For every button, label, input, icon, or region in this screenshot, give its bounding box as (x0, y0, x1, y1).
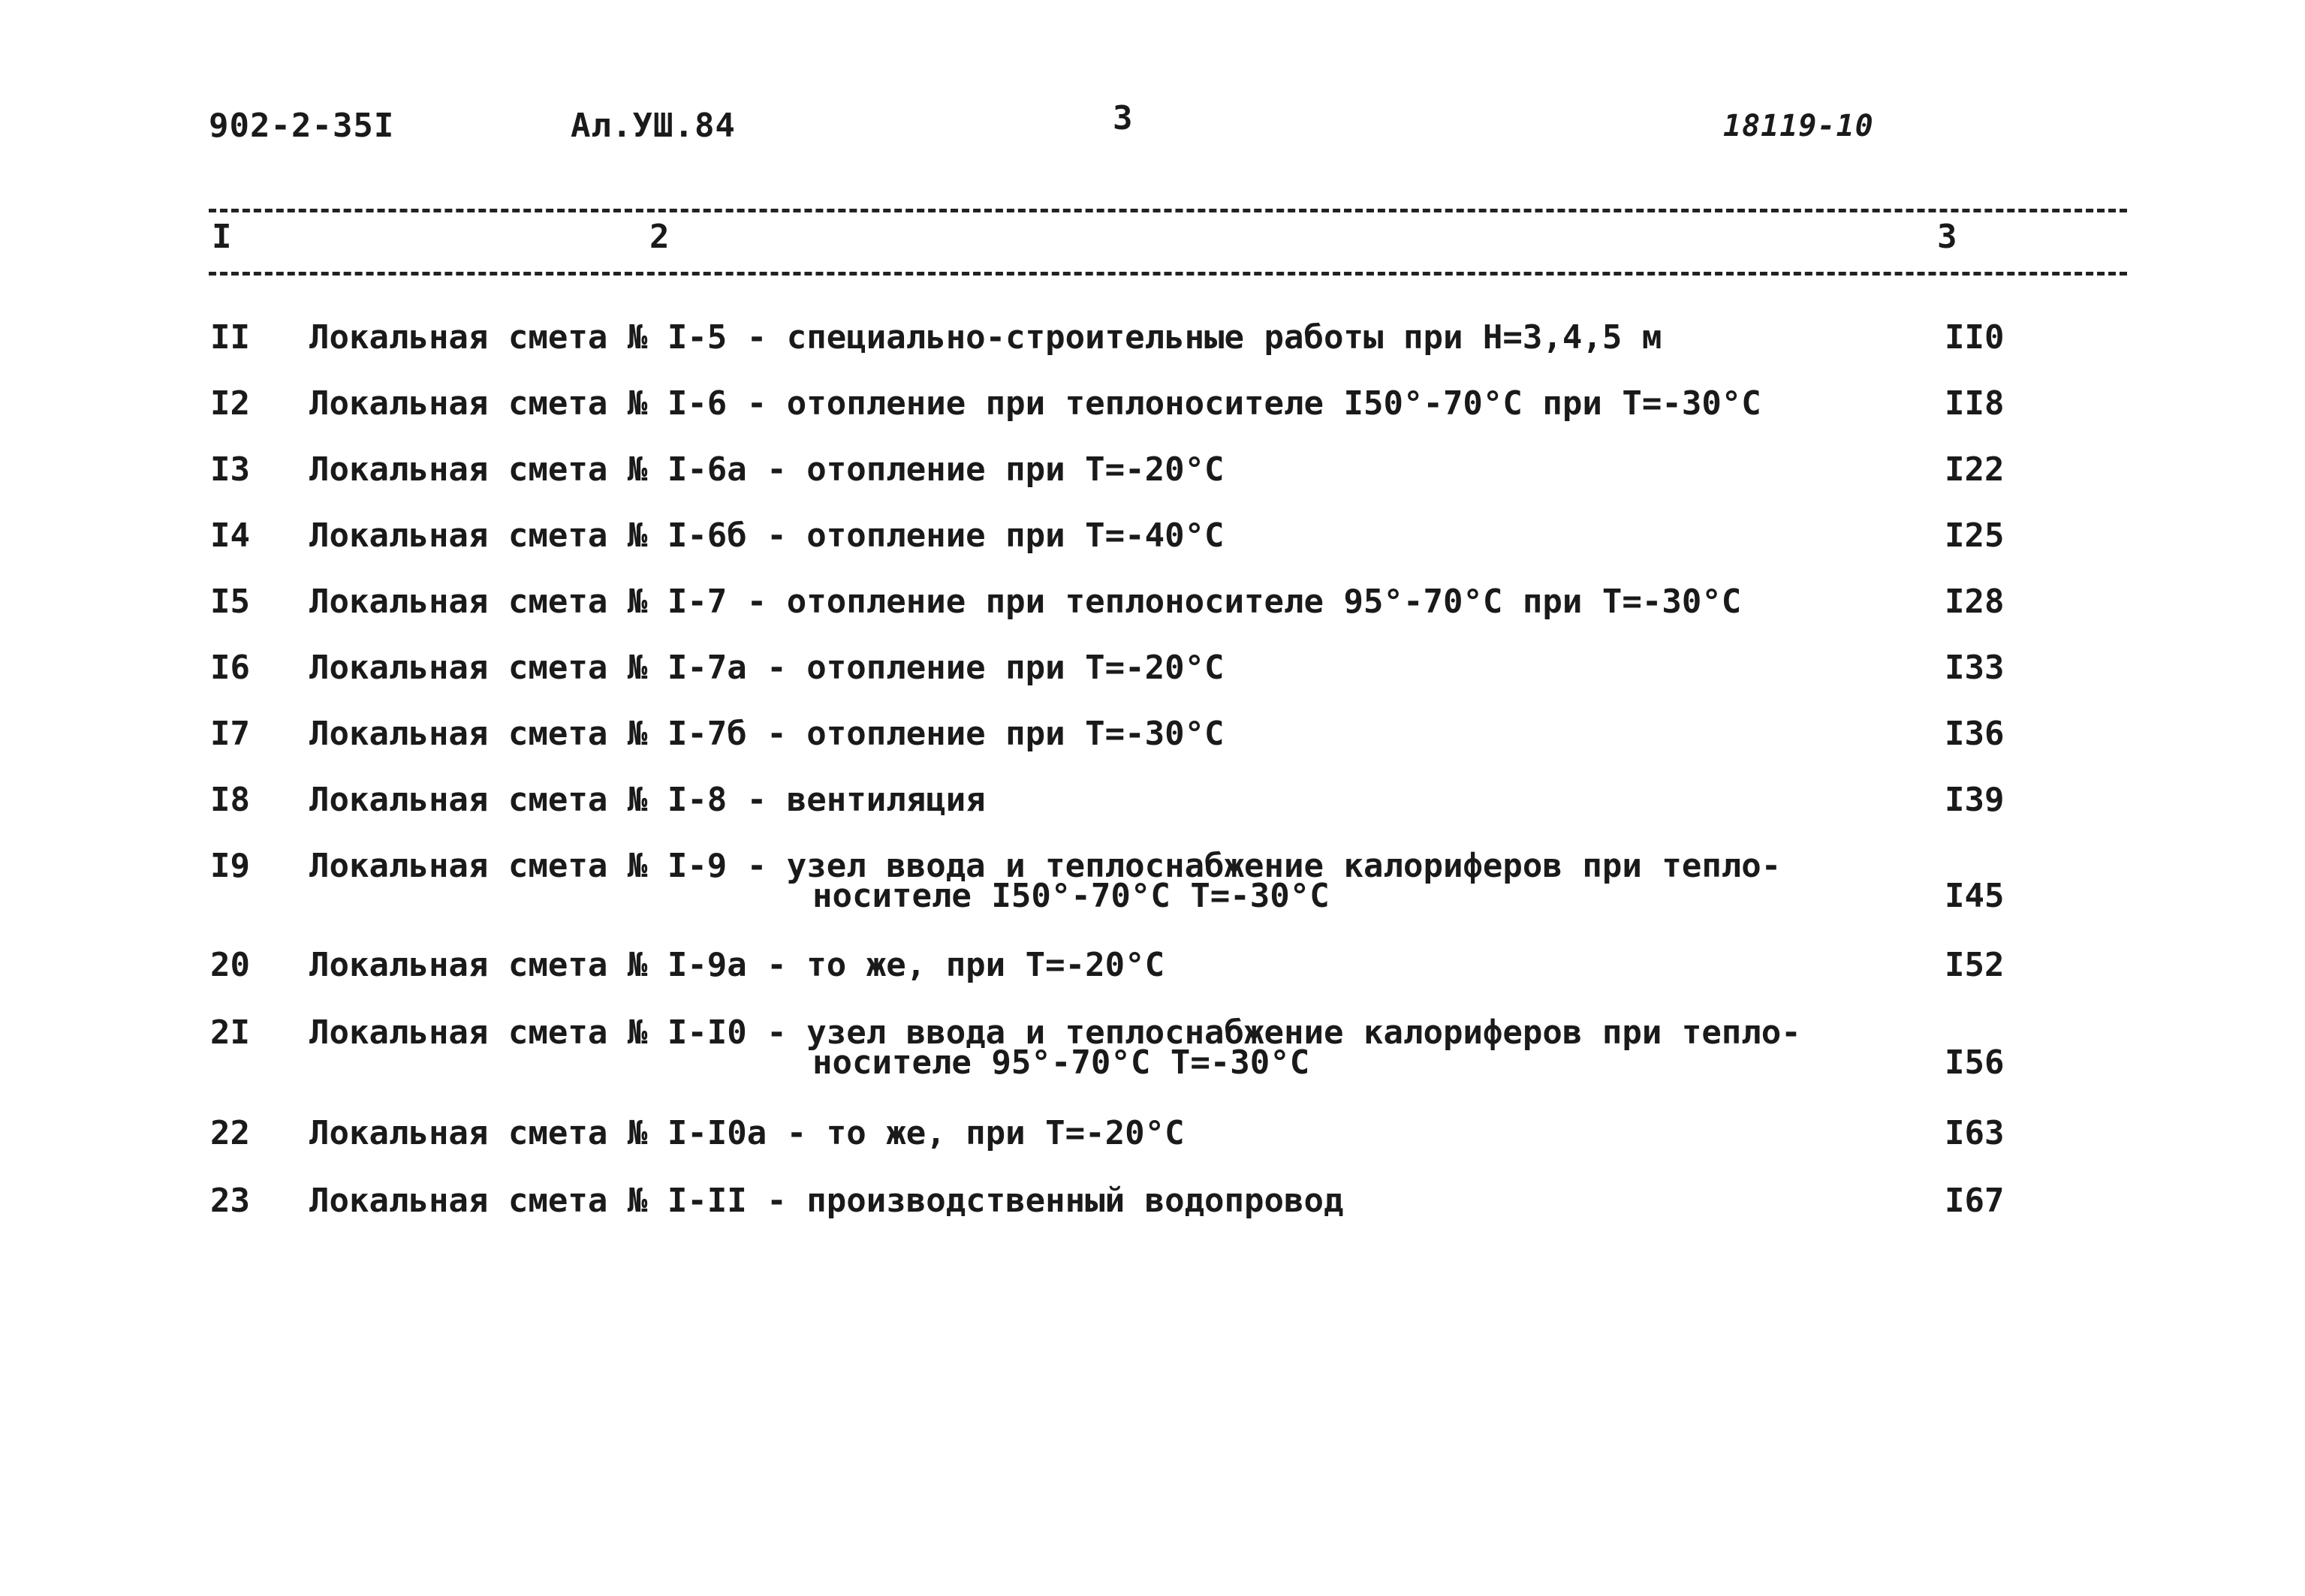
row-description-text: Локальная смета № I-5 - специально-строительные работы при Н=3,4,5 м (309, 318, 1662, 357)
row-page: I25 (1945, 516, 2005, 555)
row-description-text: Локальная смета № I-9 - узел ввода и теплоснабжение калориферов при тепло- (309, 847, 1782, 885)
row-number: I9 (210, 847, 250, 885)
row-number: 23 (210, 1182, 250, 1220)
row-number: 2I (210, 1013, 250, 1052)
row-description (309, 1013, 1841, 1082)
row-description (309, 384, 1841, 423)
row-description (309, 847, 1841, 915)
row-description (309, 1114, 1841, 1152)
row-page: I52 (1945, 946, 2005, 984)
inventory-stamp: 18119-10 (1723, 109, 1874, 143)
column-header-page: 3 (1937, 218, 1957, 256)
row-number: I4 (210, 516, 250, 555)
row-description (309, 1182, 1841, 1220)
row-description-text: Локальная смета № I-8 - вентиляция (309, 781, 986, 819)
page-number: 3 (1113, 99, 1134, 137)
row-number: I6 (210, 649, 250, 687)
row-description-text: Локальная смета № I-6а - отопление при Т=-20°С (309, 450, 1225, 489)
row-description (309, 649, 1841, 687)
album-number: Ал.УШ.84 (571, 107, 736, 145)
row-description-text: Локальная смета № I-6б - отопление при Т=-40°С (309, 516, 1225, 555)
row-description (309, 583, 1841, 621)
row-number: I2 (210, 384, 250, 423)
row-page: I22 (1945, 450, 2005, 489)
row-page: I67 (1945, 1182, 2005, 1220)
row-number: I7 (210, 715, 250, 753)
row-description-continuation: носителе I50°-70°С Т=-30°С (812, 877, 1330, 915)
row-description-text: Локальная смета № I-7 - отопление при теплоносителе 95°-70°С при Т=-30°С (309, 583, 1742, 621)
row-description-text: Локальная смета № I-7а - отопление при Т=-20°С (309, 649, 1225, 687)
table-header-divider (209, 272, 2127, 276)
row-description (309, 450, 1841, 489)
row-page: II8 (1945, 384, 2005, 423)
row-number: II (210, 318, 250, 357)
row-page: I33 (1945, 649, 2005, 687)
row-description-text: Локальная смета № I-II - производственный водопровод (309, 1182, 1344, 1220)
row-description-text: Локальная смета № I-6 - отопление при теплоносителе I50°-70°С при Т=-30°С (309, 384, 1761, 423)
row-number: 20 (210, 946, 250, 984)
row-description-text: Локальная смета № I-9а - то же, при Т=-20°С (309, 946, 1165, 984)
row-number: I8 (210, 781, 250, 819)
row-description (309, 781, 1841, 819)
row-page: I56 (1945, 1043, 2005, 1082)
row-description (309, 516, 1841, 555)
row-description (309, 318, 1841, 357)
row-page: I45 (1945, 877, 2005, 915)
document-code: 902-2-35I (209, 107, 395, 145)
row-page: I63 (1945, 1114, 2005, 1152)
row-page: II0 (1945, 318, 2005, 357)
row-description-text: Локальная смета № I-I0 - узел ввода и теплоснабжение калориферов при тепло- (309, 1013, 1801, 1052)
row-page: I39 (1945, 781, 2005, 819)
row-description (309, 946, 1841, 984)
row-number: I3 (210, 450, 250, 489)
column-header-name: 2 (649, 218, 670, 256)
column-header-number: I (212, 218, 232, 256)
row-number: I5 (210, 583, 250, 621)
row-page: I28 (1945, 583, 2005, 621)
row-description-continuation: носителе 95°-70°С Т=-30°С (812, 1043, 1310, 1082)
table-top-divider (209, 209, 2127, 212)
row-description-text: Локальная смета № I-I0а - то же, при Т=-20°С (309, 1114, 1185, 1152)
row-description-text: Локальная смета № I-7б - отопление при Т=-30°С (309, 715, 1225, 753)
row-description (309, 715, 1841, 753)
row-number: 22 (210, 1114, 250, 1152)
row-page: I36 (1945, 715, 2005, 753)
